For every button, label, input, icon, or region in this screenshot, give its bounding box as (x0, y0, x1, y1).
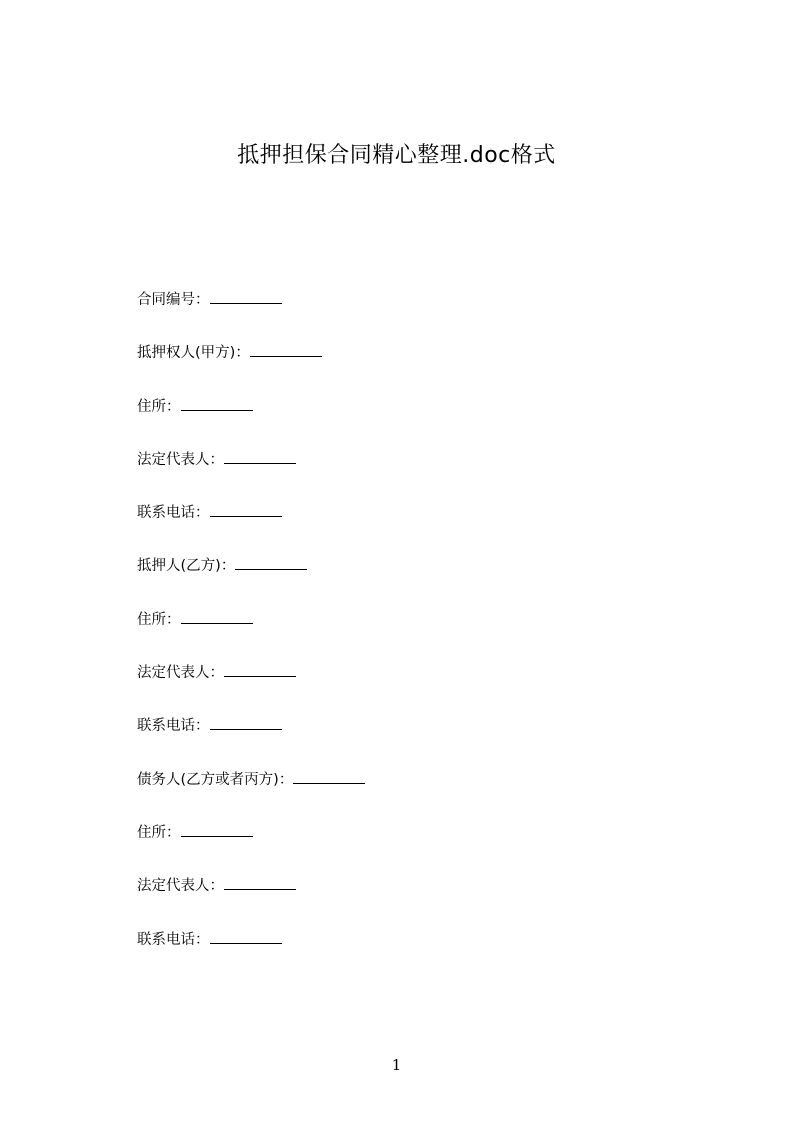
blank-line (250, 342, 322, 357)
field-label: 联系电话： (137, 931, 210, 948)
field-label: 抵押人(乙方)： (137, 558, 236, 575)
field-label: 合同编号： (137, 292, 210, 308)
field-label: 住所： (137, 398, 181, 415)
field-debtor (137, 768, 697, 821)
field-label: 住所： (137, 611, 181, 628)
field-mortgagee-legal-rep (137, 448, 697, 501)
field-label: 债务人(乙方或者丙方)： (137, 771, 294, 788)
field-mortgagor (137, 554, 697, 607)
field-debtor-phone (137, 928, 697, 981)
field-label: 联系电话： (137, 718, 210, 735)
field-label: 法定代表人： (137, 451, 224, 468)
blank-line (235, 555, 307, 570)
field-mortgagor-address (137, 608, 697, 661)
field-mortgagee (137, 341, 697, 394)
blank-line (224, 662, 296, 677)
blank-line (181, 609, 253, 624)
field-mortgagee-address (137, 395, 697, 448)
blank-line (181, 396, 253, 411)
field-mortgagee-phone (137, 501, 697, 554)
blank-line (210, 502, 282, 517)
contract-fields (137, 288, 697, 981)
field-label: 联系电话： (137, 505, 210, 522)
blank-line (293, 769, 365, 784)
field-mortgagor-phone (137, 714, 697, 767)
field-contract-number (137, 288, 697, 341)
blank-line (210, 929, 282, 944)
blank-line (210, 289, 282, 304)
field-label: 法定代表人： (137, 878, 224, 895)
field-mortgagor-legal-rep (137, 661, 697, 714)
field-label: 法定代表人： (137, 665, 224, 682)
field-label: 住所： (137, 824, 181, 841)
page-number: 1 (391, 1056, 402, 1074)
blank-line (210, 715, 282, 730)
document-title: 抵押担保合同精心整理.doc格式 (237, 143, 556, 168)
blank-line (224, 875, 296, 890)
blank-line (224, 449, 296, 464)
blank-line (181, 822, 253, 837)
field-debtor-legal-rep (137, 874, 697, 927)
field-debtor-address (137, 821, 697, 874)
field-label: 抵押权人(甲方)： (137, 345, 250, 362)
